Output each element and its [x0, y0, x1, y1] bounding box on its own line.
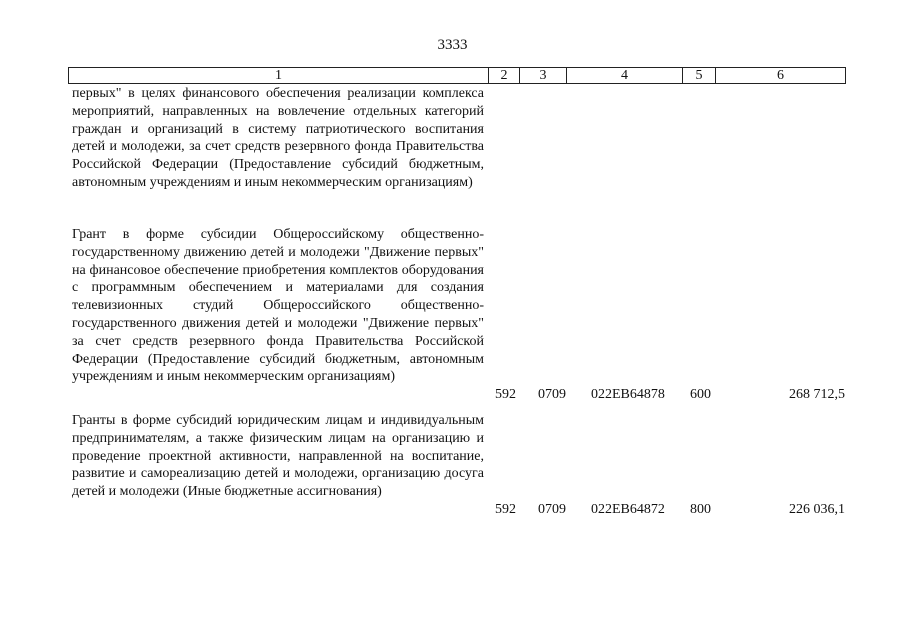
header-col-5: 5: [683, 68, 716, 83]
row-3-ministry: 592: [495, 502, 516, 517]
header-col-2: 2: [489, 68, 520, 83]
row-2-expense-type: 600: [690, 387, 711, 402]
header-col-1: 1: [69, 68, 489, 83]
table-header-row: [68, 67, 846, 84]
row-2-ministry: 592: [495, 387, 516, 402]
row-2-target: 022EB64878: [591, 387, 665, 402]
header-col-3: 3: [520, 68, 567, 83]
row-3-expense-type: 800: [690, 502, 711, 517]
row-2-section: 0709: [538, 387, 566, 402]
row-3-amount: 226 036,1: [789, 502, 845, 517]
row-3-section: 0709: [538, 502, 566, 517]
row-3-description: Гранты в форме субсидий юридическим лицам и индивидуальным предпринимателям, а также физическим лицам на организацию и проведение проектной активности, направленной на воспитание, развитие и самореализацию детей и молодежи, организацию досуга детей и молодежи (Иные бюджетные ассигнования): [72, 413, 484, 500]
header-col-6: 6: [777, 68, 784, 83]
header-col-4: 4: [567, 68, 683, 83]
page-number: 3333: [437, 37, 468, 53]
row-3-target: 022EB64872: [591, 502, 665, 517]
row-1-description: первых" в целях финансового обеспечения реализации комплекса мероприятий, направленных на вовлечение отдельных категорий граждан и организаций в систему патриотического воспитания детей и молодежи, за счет средств резервного фонда Правительства Российской Федерации (Предоставление субсидий бюджетным, автономным учреждениям и иным некоммерческим организациям): [72, 86, 484, 190]
row-2-description: Грант в форме субсидии Общероссийскому общественно-государственному движению детей и молодежи "Движение первых" на финансовое обеспечение приобретения комплектов оборудования с программным обеспечением и материалами для создания телевизионных студий Общероссийского общественно-государственного движения детей и молодежи "Движение первых" за счет средств резервного фонда Правительства Российской Федерации (Предоставление субсидий бюджетным, автономным учреждениям и иным некоммерческим организациям): [72, 227, 484, 385]
row-2-amount: 268 712,5: [789, 387, 845, 402]
